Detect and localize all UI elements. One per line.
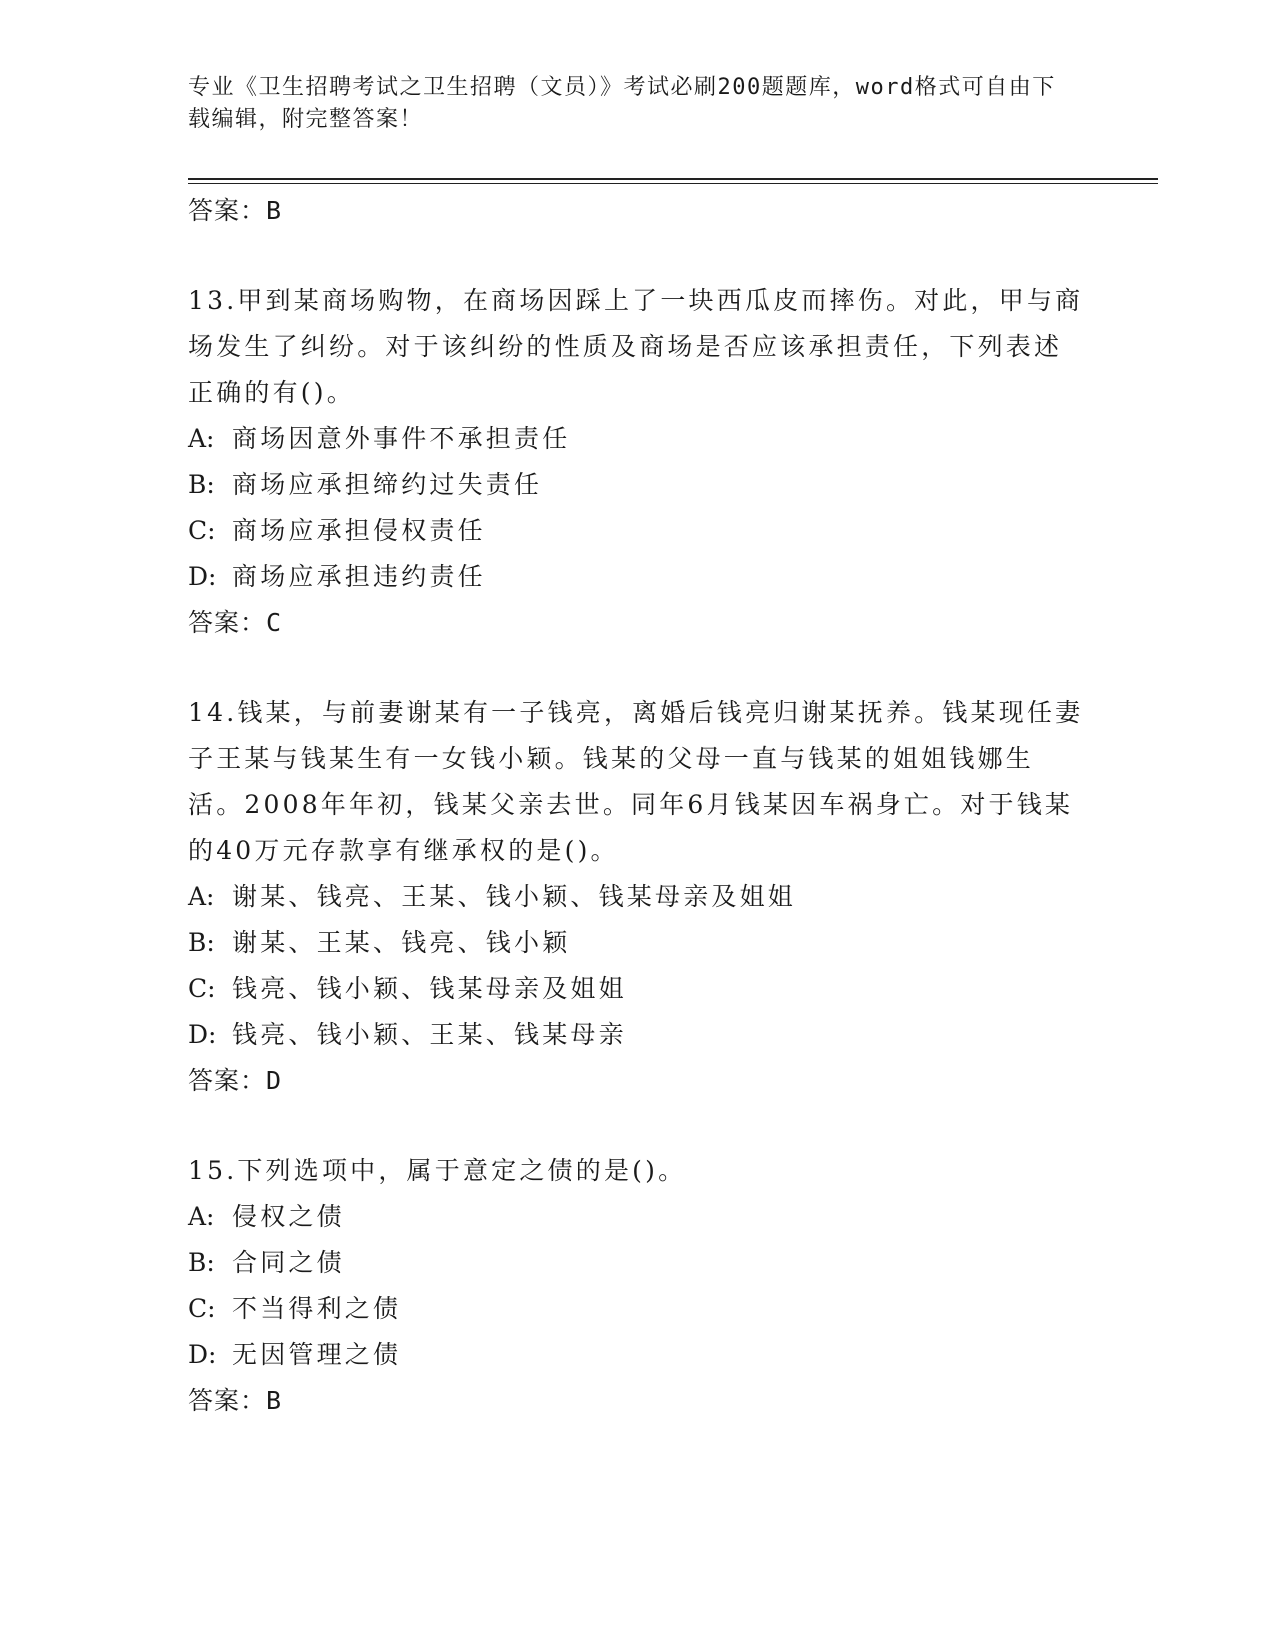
option-d [188, 1332, 1088, 1378]
option-text: 不当得利之债 [232, 1294, 402, 1323]
question-15 [188, 1148, 1088, 1424]
option-text: 谢某、钱亮、王某、钱小颖、钱某母亲及姐姐 [232, 882, 797, 911]
header-text: 专业《卫生招聘考试之卫生招聘（文员）》考试必刷200题题库，word格式可自由下载编辑，附完整答案！ [188, 75, 1056, 132]
option-text: 钱亮、钱小颖、钱某母亲及姐姐 [232, 974, 627, 1003]
option-b [188, 920, 1088, 966]
answer-15: 答案：B [188, 1386, 283, 1415]
question-14 [188, 690, 1088, 1104]
option-b [188, 1240, 1088, 1286]
option-label: B: [188, 470, 215, 499]
question-stem: 13.甲到某商场购物，在商场因踩上了一块西瓜皮而摔伤。对此，甲与商场发生了纠纷。对于该纠纷的性质及商场是否应该承担责任，下列表述正确的有()。 [188, 286, 1084, 407]
option-label: B: [188, 928, 215, 957]
option-text: 谢某、王某、钱亮、钱小颖 [232, 928, 571, 957]
option-a [188, 416, 1088, 462]
option-label: B: [188, 1248, 215, 1277]
option-label: D: [188, 1340, 217, 1369]
page-header [188, 72, 1068, 136]
option-d [188, 1012, 1088, 1058]
option-label: A: [188, 882, 215, 911]
option-a [188, 874, 1088, 920]
option-d [188, 554, 1088, 600]
question-stem: 14.钱某，与前妻谢某有一子钱亮，离婚后钱亮归谢某抚养。钱某现任妻子王某与钱某生有一女钱小颖。钱某的父母一直与钱某的姐姐钱娜生活。2008年年初，钱某父亲去世。同年6月钱某因车祸身亡。对于钱某的40万元存款享有继承权的是()。 [188, 698, 1084, 865]
option-label: C: [188, 1294, 216, 1323]
question-13 [188, 278, 1088, 646]
option-text: 商场应承担违约责任 [232, 562, 486, 591]
option-text: 无因管理之债 [232, 1340, 402, 1369]
option-text: 商场应承担缔约过失责任 [232, 470, 543, 499]
question-list [188, 188, 1088, 1424]
answer-13: 答案：C [188, 608, 283, 637]
answer-14: 答案：D [188, 1066, 283, 1095]
header-divider-thin [188, 183, 1158, 184]
answer-previous: 答案：B [188, 196, 283, 225]
option-c [188, 1286, 1088, 1332]
option-label: C: [188, 974, 216, 1003]
header-divider [188, 178, 1158, 180]
option-b [188, 462, 1088, 508]
option-text: 商场因意外事件不承担责任 [232, 424, 571, 453]
option-text: 合同之债 [232, 1248, 345, 1277]
question-stem: 15.下列选项中，属于意定之债的是()。 [188, 1156, 687, 1185]
option-text: 侵权之债 [232, 1202, 345, 1231]
option-c [188, 966, 1088, 1012]
option-label: A: [188, 1202, 215, 1231]
option-text: 钱亮、钱小颖、王某、钱某母亲 [232, 1020, 627, 1049]
option-text: 商场应承担侵权责任 [232, 516, 486, 545]
option-label: C: [188, 516, 216, 545]
option-label: D: [188, 562, 217, 591]
option-c [188, 508, 1088, 554]
option-label: D: [188, 1020, 217, 1049]
option-a [188, 1194, 1088, 1240]
option-label: A: [188, 424, 215, 453]
